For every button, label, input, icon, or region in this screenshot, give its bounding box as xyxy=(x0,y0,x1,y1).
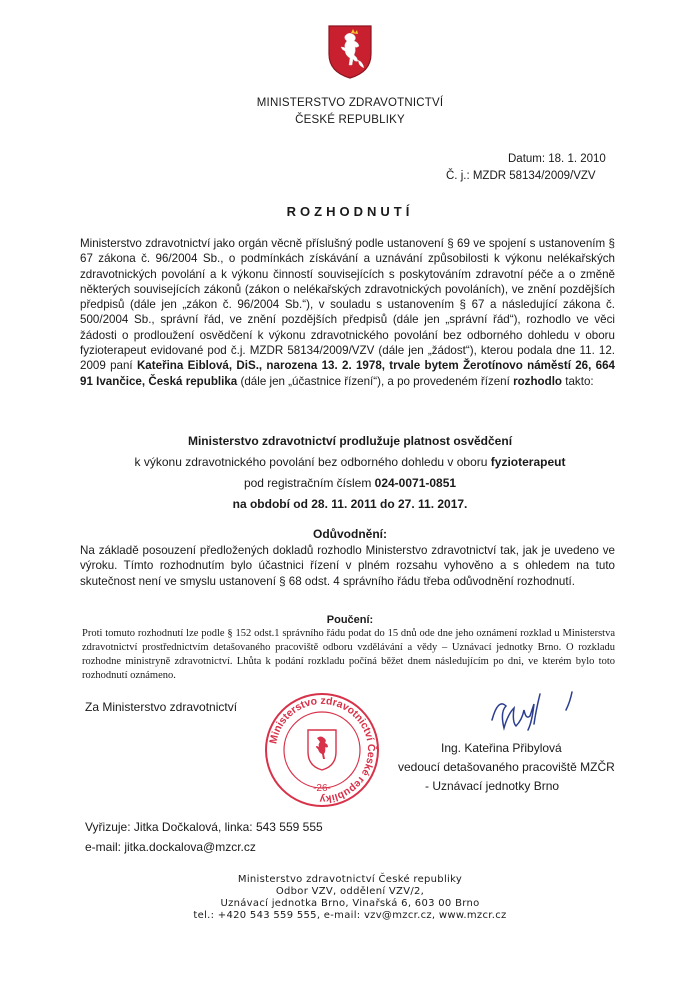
footer-line2: Odbor VZV, oddělení VZV/2, xyxy=(275,886,425,897)
stamp-number: -26- xyxy=(313,783,331,794)
signer-name: Ing. Kateřina Přibylová xyxy=(441,741,562,755)
decided-word: rozhodlo xyxy=(513,374,563,388)
intro-paragraph xyxy=(80,236,615,389)
decision-field: fyzioterapeut xyxy=(490,455,566,469)
validity-period: na období od 28. 11. 2011 do 27. 11. 2017. xyxy=(232,497,468,511)
stamp-ring-text: Ministerstvo zdravotnictví České republiky xyxy=(267,694,378,806)
footer-line4: tel.: +420 543 559 555, e-mail: vzv@mzcr.cz, www.mzcr.cz xyxy=(193,910,507,921)
registration-number: 024-0071-0851 xyxy=(374,476,457,490)
czech-lion-crest-icon xyxy=(327,24,373,80)
decision-field-text: k výkonu zdravotnického povolání bez odborného dohledu v oboru xyxy=(134,455,491,469)
intro-text-part2: (dále jen „účastnice řízení“), a po provedeném řízení xyxy=(237,374,514,388)
document-title: ROZHODNUTÍ xyxy=(286,204,414,219)
applicant-details: Kateřina Eiblová, DiS., narozena 13. 2. 1978, trvale bytem Žerotínovo náměstí 26, 664 91 Ivančice, Česká republika xyxy=(80,359,615,388)
intro-text-part3: takto: xyxy=(562,374,594,388)
ministry-name-line2: ČESKÉ REPUBLIKY xyxy=(295,114,405,126)
decision-line1: Ministerstvo zdravotnictví prodlužuje platnost osvědčení xyxy=(187,434,513,448)
registration-label: pod registračním číslem xyxy=(243,476,375,490)
footer-line1: Ministerstvo zdravotnictví České republiky xyxy=(237,874,463,885)
intro-text-part1: Ministerstvo zdravotnictví jako orgán věcně příslušný podle ustanovení § 69 ve spojení s ustanovením § 67 zákona č. 96/2004 Sb., o podmínkách získávání a uznávání způsobilosti k výkonu nelékařských zdravotnických povolání a k výkonu činností souvisejících s poskytováním zdravotní péče a o změně některých souvisejících zákonů (zákon o nelékařských zdravotnických povoláních), ve znění pozdějších předpisů (dále jen „zákon č. 96/2004 Sb.“), v souladu s ustanovením § 67 a následující zákona č. 500/2004 Sb., správní řád, ve znění pozdějších předpisů (dále jen „správní řád“), rozhodlo ve věci žádosti o prodloužení osvědčení k výkonu zdravotnického povolání bez odborného dohledu v oboru fyzioterapeut evidované pod č.j. MZDR 58134/2009/VZV (dále jen „žádost“), kterou podala dne 11. 12. 2009 paní xyxy=(80,237,615,373)
contact-email: e-mail: jitka.dockalova@mzcr.cz xyxy=(85,840,256,854)
notice-heading: Poučení: xyxy=(326,614,374,626)
reference-number: Č. j.: MZDR 58134/2009/VZV xyxy=(446,170,596,182)
reasoning-heading: Odůvodnění: xyxy=(313,527,387,541)
document-date: Datum: 18. 1. 2010 xyxy=(508,153,606,165)
decision-line3 xyxy=(0,476,700,490)
official-round-stamp xyxy=(262,690,382,810)
ministry-name-line1: MINISTERSTVO ZDRAVOTNICTVÍ xyxy=(256,97,444,109)
notice-text: Proti tomuto rozhodnutí lze podle § 152 odst.1 správního řádu podat do 15 dnů ode dne jeho oznámení rozklad u Ministerstva zdravotnictví prostřednictvím detašovaného pracoviště odboru vzdělávání a vědy – Uznávací jednotky Brno. O rozkladu rozhodne ministryně zdravotnictví. Lhůta k podání rozkladu počíná běžet dnem následujícím po dni, ve kterém bylo toto rozhodnutí oznámeno. xyxy=(82,628,615,681)
handwritten-signature xyxy=(482,690,592,745)
reasoning-text: Na základě posouzení předložených dokladů rozhodlo Ministerstvo zdravotnictví tak, jak je uvedeno ve výroku. Tímto rozhodnutím bylo účastnici řízení v plném rozsahu vyhověno a s ohledem na tuto skutečnost není ve smyslu ustanovení § 68 odst. 4 správního řádu třeba odůvodnění rozhodnutí. xyxy=(80,544,615,588)
signer-role-line1: vedoucí detašovaného pracoviště MZČR xyxy=(398,760,615,774)
signer-role-line2: - Uznávací jednotky Brno xyxy=(425,779,560,793)
decision-line2 xyxy=(0,455,700,469)
handled-by: Vyřizuje: Jitka Dočkalová, linka: 543 559 555 xyxy=(85,820,323,834)
for-ministry-label: Za Ministerstvo zdravotnictví xyxy=(85,700,238,714)
footer-line3: Uznávací jednotka Brno, Vinařská 6, 603 00 Brno xyxy=(220,898,480,909)
